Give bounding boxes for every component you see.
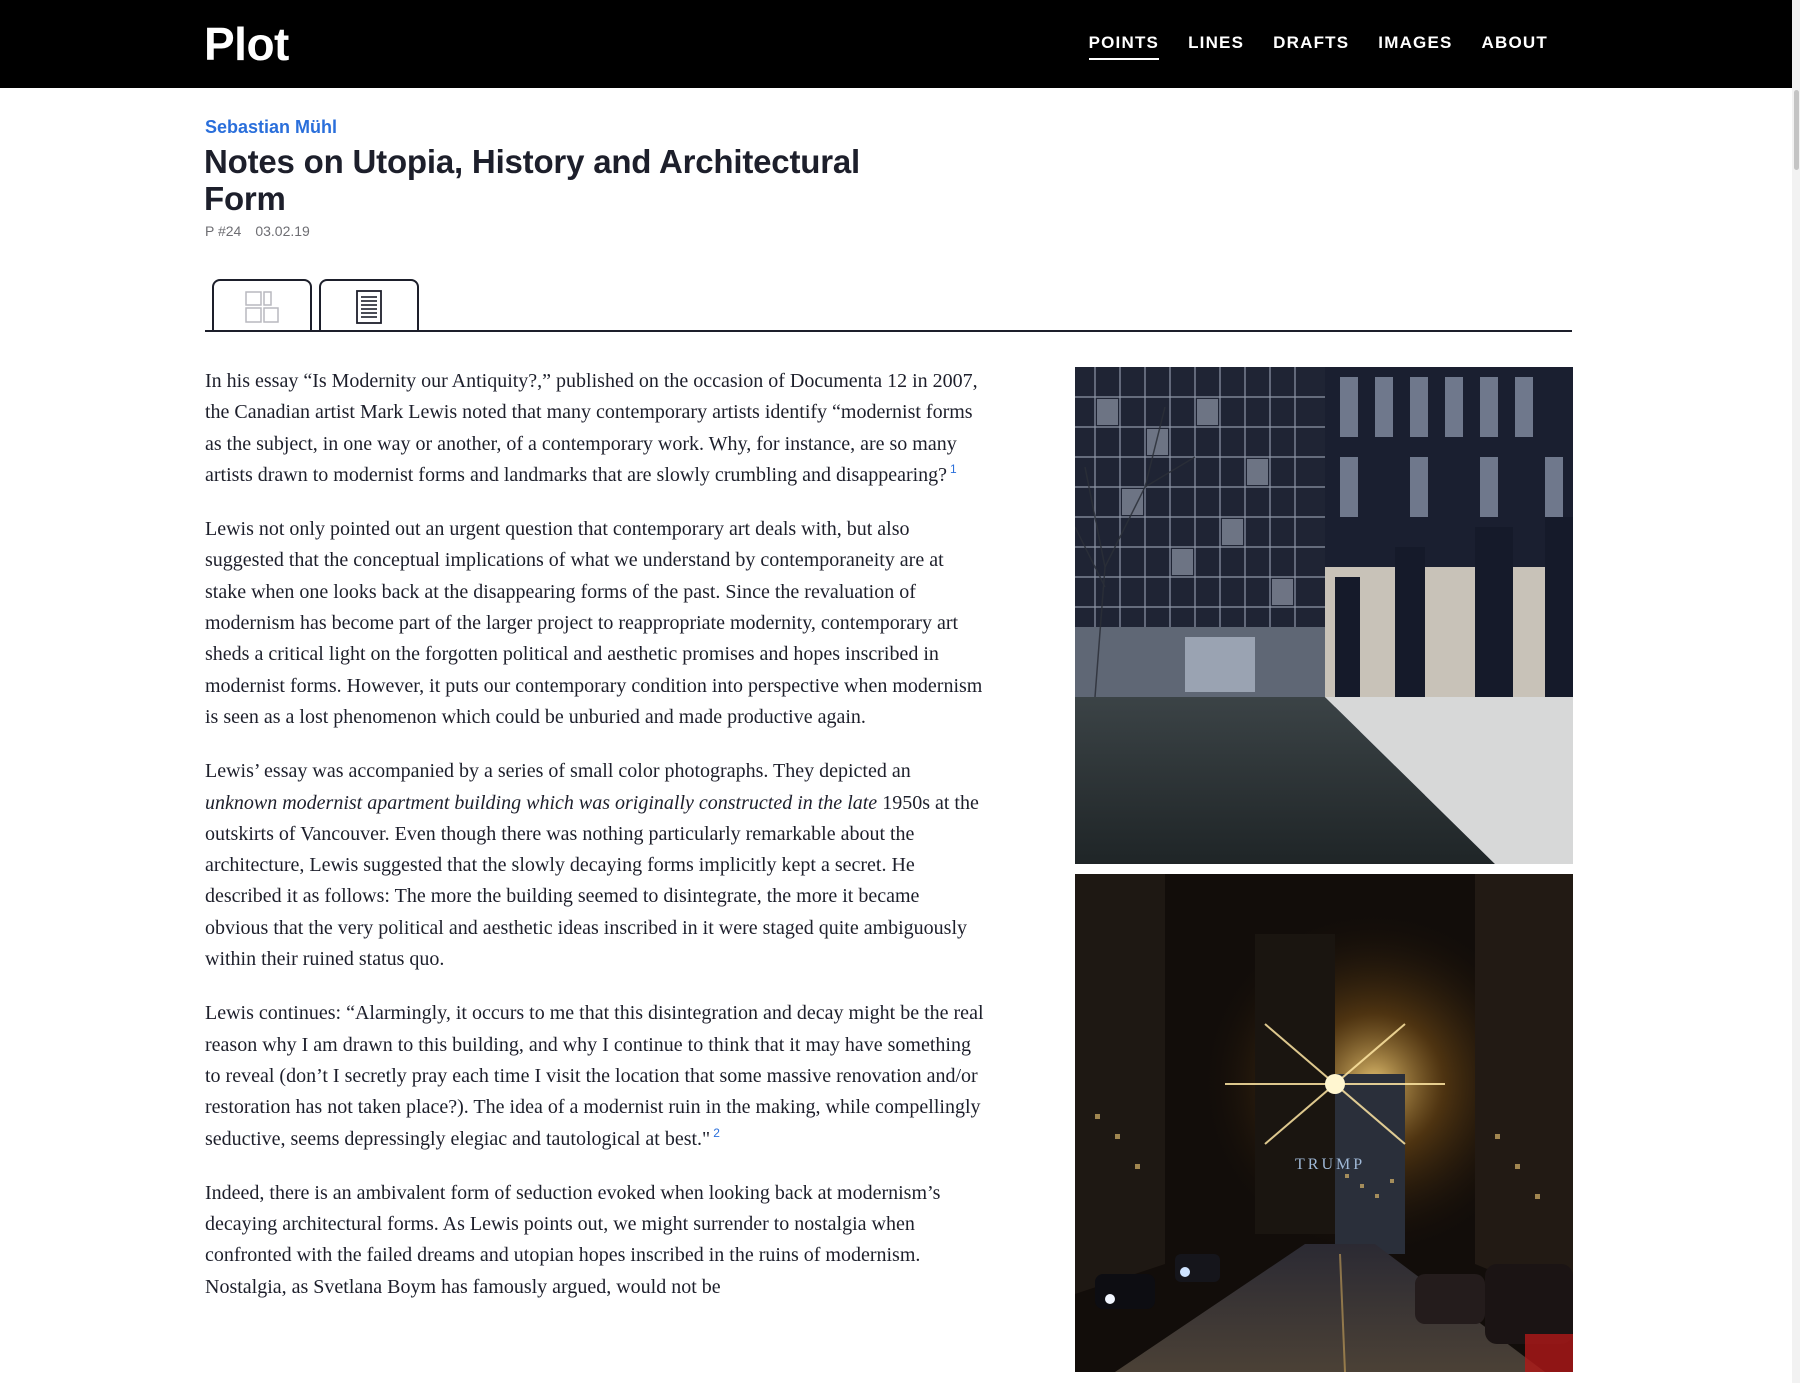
author-link[interactable]: Sebastian Mühl (205, 117, 338, 137)
paragraph-3-text-a: Lewis’ essay was accompanied by a series of small color photographs. They depicted an (205, 760, 911, 783)
footnote-link-1[interactable]: 1 (950, 462, 957, 477)
nav-item-about[interactable]: ABOUT (1481, 33, 1548, 52)
paragraph-1-text: In his essay “Is Modernity our Antiquity?,” published on the occasion of Documenta 12 in 2007, the Canadian artist Mark Lewis noted that many contemporary artists identify “modernist forms as the subject, in one way or another, of a contemporary work. Why, for instance, are so many artists drawn to modernist forms and landmarks that are slowly crumbling and disappearing? (205, 370, 978, 486)
trump-sign: TRUMP (1295, 1156, 1366, 1173)
issue-number: P #24 (205, 223, 242, 239)
nav-item-lines[interactable]: LINES (1188, 33, 1245, 52)
paragraph-3-emphasis: unknown modernist apartment building which was originally constructed in the late (205, 791, 878, 814)
article-title: Notes on Utopia, History and Architectural Form (204, 143, 860, 217)
main-nav (1089, 28, 1548, 58)
tabs-divider (205, 330, 1572, 332)
article-body (205, 366, 985, 1326)
grid-view-icon (245, 291, 279, 323)
site-logo[interactable]: Plot (204, 18, 289, 70)
nav-item-drafts[interactable]: DRAFTS (1273, 33, 1350, 52)
top-navigation-bar (0, 0, 1800, 88)
night-street-photo[interactable] (1075, 874, 1573, 1372)
tab-grid-view[interactable] (212, 279, 312, 332)
paragraph-4 (205, 998, 985, 1154)
modernist-building-photo[interactable] (1075, 367, 1573, 864)
paragraph-4-text: Lewis continues: “Alarmingly, it occurs to me that this disintegration and decay might be the real reason why I am drawn to this building, and why I continue to think that it may have something to reveal (don’t I secretly pray each time I visit the location that some massive renovation and/or restoration has not taken place?). The idea of a modernist ruin in the making, while compellingly seductive, seems depressingly elegiac and tautological at best." (205, 1002, 984, 1150)
nav-item-points[interactable]: POINTS (1089, 28, 1160, 58)
paragraph-3 (205, 756, 985, 975)
paragraph-2: Lewis not only pointed out an urgent question that contemporary art deals with, but also suggested that the conceptual implications of what we understand by contemporaneity are at stake when one looks back at the disappearing forms of the past. Since the revaluation of modernism has become part of the larger project to reappropriate modernity, contemporary art sheds a critical light on the forgotten political and aesthetic promises and hopes inscribed in modernist forms. However, it puts our contemporary condition into perspective when modernism is seen as a lost phenomenon which could be unburied and made productive again. (205, 518, 983, 728)
paragraph-5: Indeed, there is an ambivalent form of seduction evoked when looking back at modernism’s decaying architectural forms. As Lewis points out, we might surrender to nostalgia when confronted with the failed dreams and utopian hopes inscribed in the ruins of modernism. Nostalgia, as Svetlana Boym has famously argued, would not be (205, 1181, 941, 1298)
article-meta (205, 223, 310, 239)
publish-date: 03.02.19 (255, 223, 310, 239)
footnote-link-2[interactable]: 2 (713, 1125, 720, 1140)
text-view-icon (356, 290, 382, 324)
tab-text-view[interactable] (319, 279, 419, 332)
paragraph-1 (205, 366, 985, 491)
nav-item-images[interactable]: IMAGES (1378, 33, 1453, 52)
paragraph-3-text-b: 1950s at the outskirts of Vancouver. Even though there was nothing particularly remarkable about the architecture, Lewis suggested that the slowly decaying forms implicitly kept a secret. He described it as follows: The more the building seemed to disintegrate, the more it became obvious that the very political and aesthetic ideas inscribed in it were staged quite ambiguously within their ruined status quo. (205, 791, 979, 971)
page-scrollbar[interactable] (1792, 0, 1800, 1383)
scrollbar-thumb[interactable] (1794, 90, 1799, 170)
